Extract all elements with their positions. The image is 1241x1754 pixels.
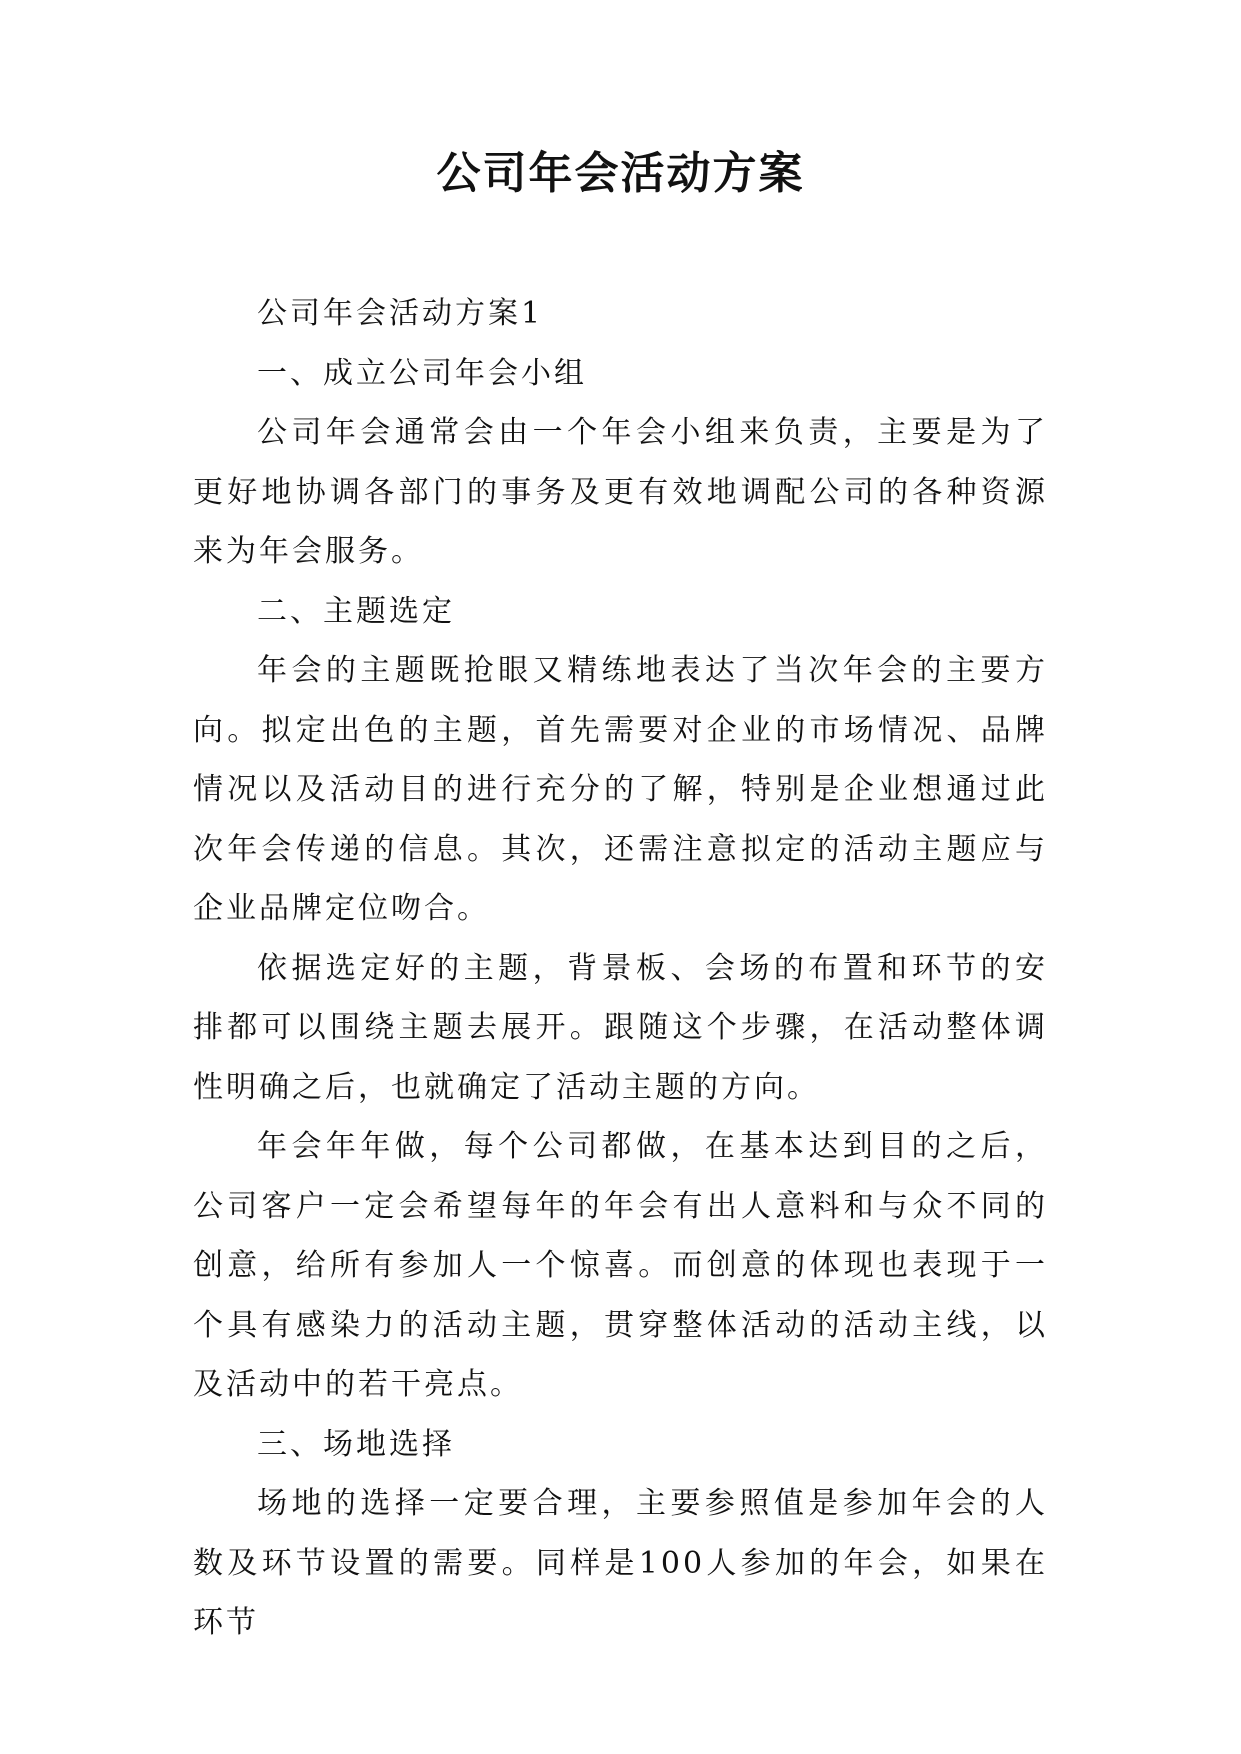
- heading-venue-selection: 三、场地选择: [257, 1426, 455, 1462]
- heading-theme-selection: 二、主题选定: [257, 593, 455, 629]
- paragraph-theme-purpose: 年会的主题既抢眼又精练地表达了当次年会的主要方向。拟定出色的主题，首先需要对企业的市场情况、品牌情况以及活动目的进行充分的了解，特别是企业想通过此次年会传递的信息。其次，还需注意拟定的活动主题应与企业品牌定位吻合。: [193, 653, 1048, 926]
- paragraph-venue: 场地的选择一定要合理，主要参照值是参加年会的人数及环节设置的需要。同样是100人参加的年会，如果在环节: [193, 1486, 1048, 1640]
- paragraph-team-intro: 公司年会通常会由一个年会小组来负责，主要是为了更好地协调各部门的事务及更有效地调配公司的各种资源来为年会服务。: [193, 415, 1048, 569]
- paragraph-creativity: 年会年年做，每个公司都做，在基本达到目的之后，公司客户一定会希望每年的年会有出人意料和与众不同的创意，给所有参加人一个惊喜。而创意的体现也表现于一个具有感染力的活动主题，贯穿整体活动的活动主线，以及活动中的若干亮点。: [193, 1129, 1048, 1402]
- document-title: 公司年会活动方案: [436, 148, 805, 199]
- heading-establish-team: 一、成立公司年会小组: [257, 355, 587, 391]
- document-body: [193, 284, 1048, 1653]
- paragraph-theme-layout: 依据选定好的主题，背景板、会场的布置和环节的安排都可以围绕主题去展开。跟随这个步骤，在活动整体调性明确之后，也就确定了活动主题的方向。: [193, 950, 1048, 1105]
- paragraph-section-title: 公司年会活动方案1: [257, 296, 544, 331]
